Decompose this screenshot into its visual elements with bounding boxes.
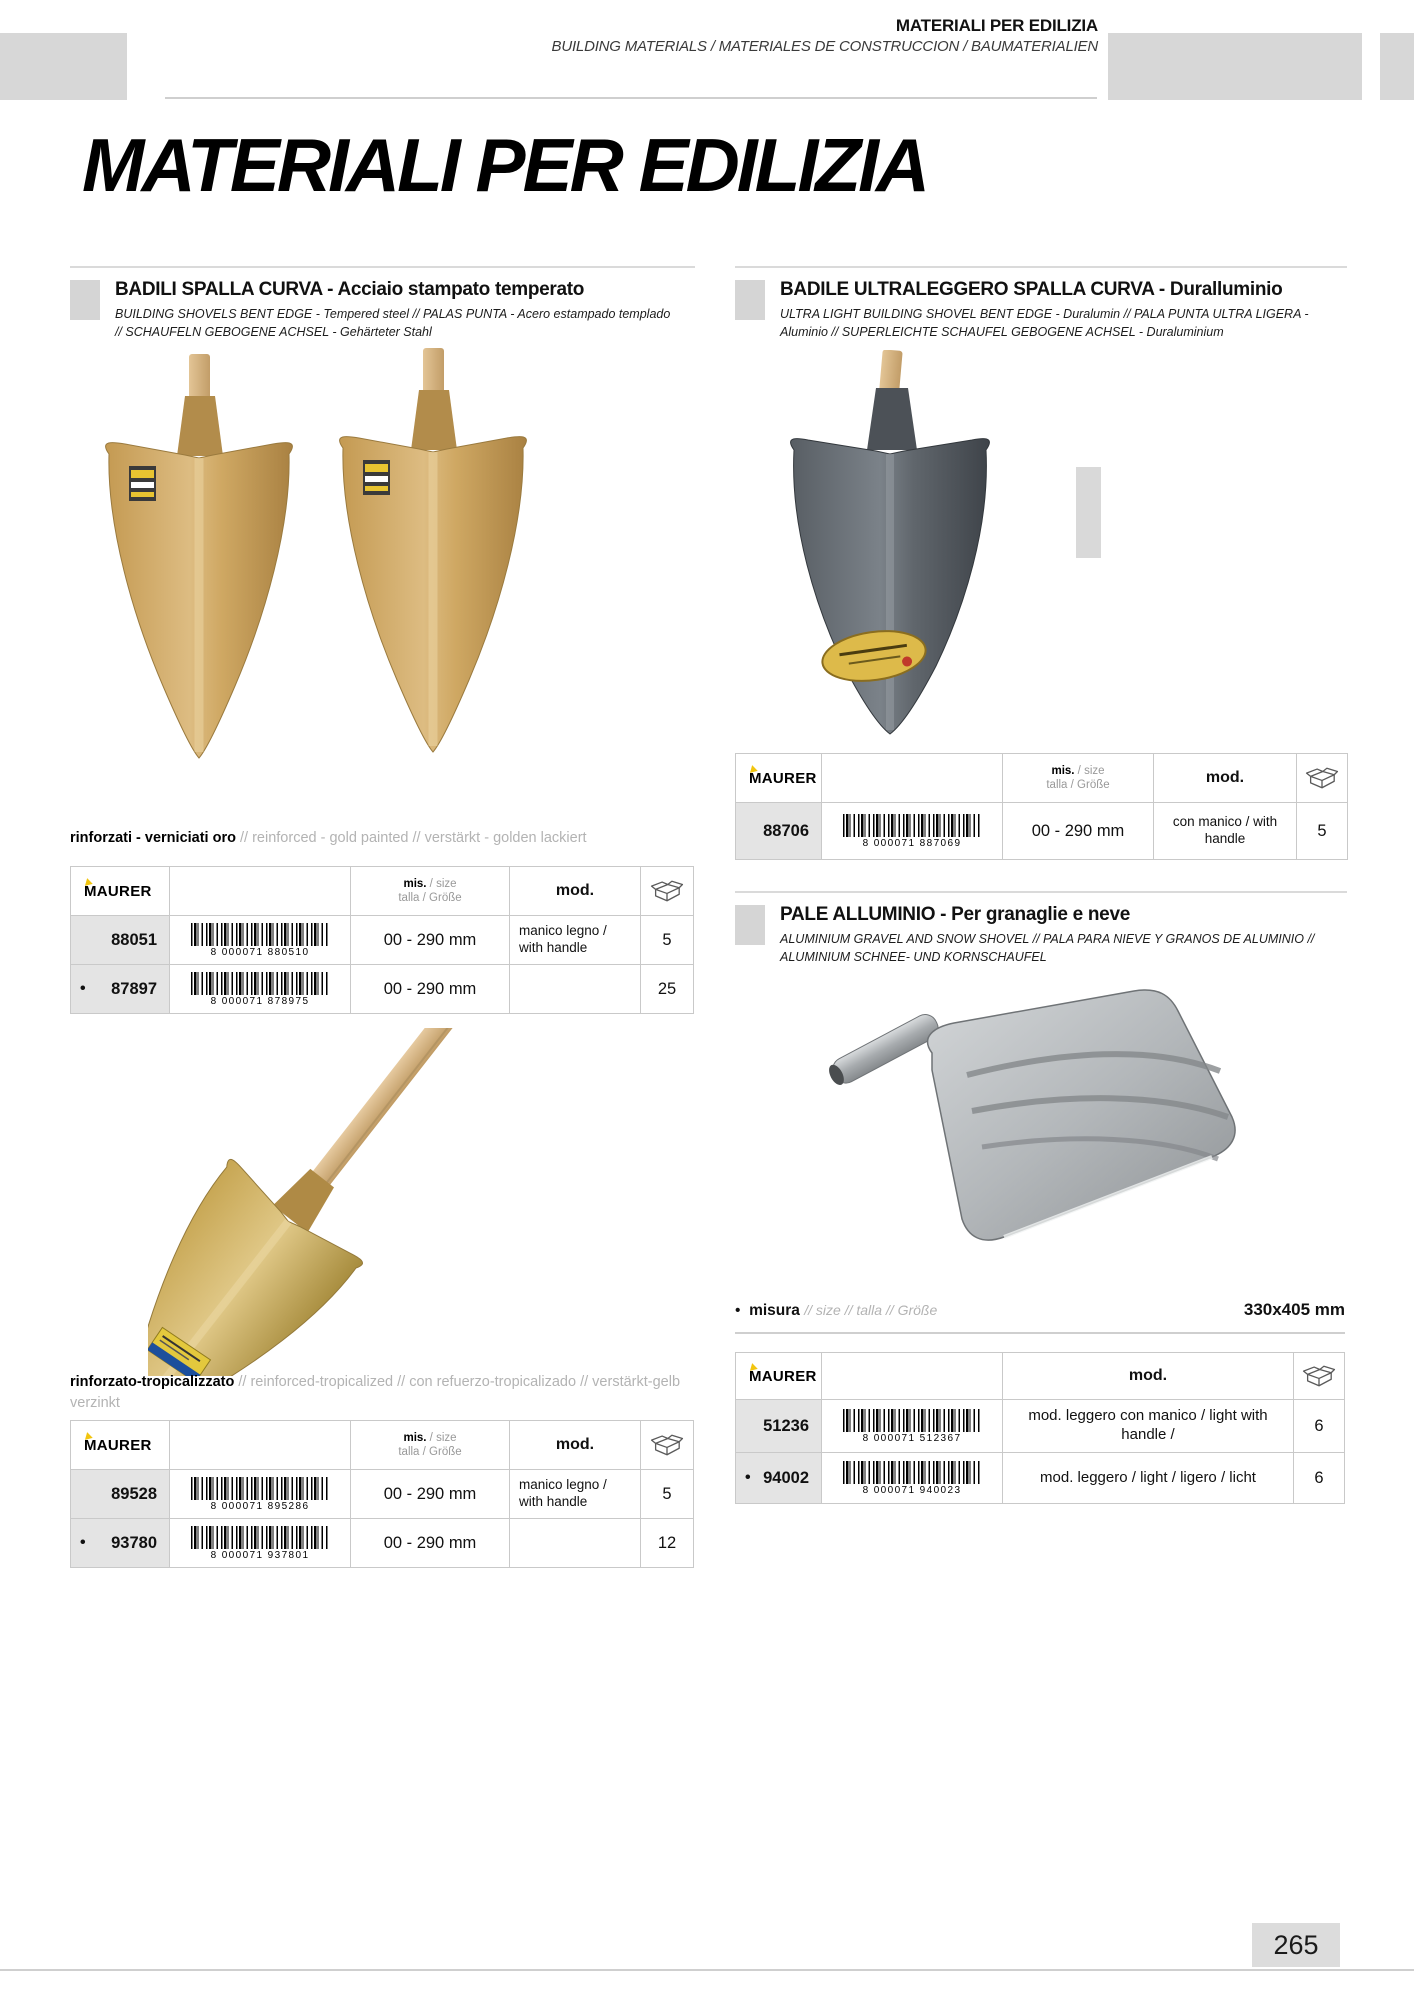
barcode-stripes [191, 923, 329, 946]
barcode-stripes [191, 1526, 329, 1549]
corner-block-right [1108, 33, 1362, 100]
brand-cell [736, 1353, 821, 1399]
section-title: PALE ALLUMINIO - Per granaglie e neve [780, 904, 1130, 925]
corner-block-left [0, 33, 127, 100]
section-heading-badili [70, 266, 695, 341]
product-image-gold-shovels [85, 348, 545, 811]
maurer-triangle-icon [748, 764, 757, 773]
section-subtitle: ALUMINIUM GRAVEL AND SNOW SHOVEL // PALA PARA NIEVE Y GRANOS DE ALUMINIO // ALUMINIUM SCHNEE- UND KORNSCHAUFEL [780, 932, 1315, 964]
size-header: mis. / size talla / Größe [351, 867, 509, 915]
maurer-logo: MAURER [749, 1368, 817, 1385]
page-header-title: MATERIALI PER EDILIZIA [895, 16, 1098, 35]
caption-bold: rinforzati - verniciati oro [70, 830, 236, 846]
mod-header: mod. [1003, 1353, 1293, 1399]
product-image-gold-shovel-handle [148, 1028, 493, 1381]
carton-header-cell [1297, 754, 1347, 802]
product-code: • 93780 [71, 1519, 169, 1567]
side-tab-marker [1076, 467, 1101, 558]
page-header-subtitle: BUILDING MATERIALS / MATERIALES DE CONSTRUCCION / BAUMATERIALIEN [551, 38, 1098, 55]
barcode-header-cell [170, 1421, 350, 1469]
maurer-logo: MAURER [749, 770, 817, 787]
qty-cell: 6 [1294, 1453, 1344, 1503]
barcode-header-cell [822, 754, 1002, 802]
size-cell: 00 - 290 mm [351, 1519, 509, 1567]
caption-bold: rinforzato-tropicalizzato [70, 1374, 235, 1390]
caption-gold-shovels [70, 828, 700, 849]
bottom-rule [0, 1969, 1414, 1971]
product-code: 88051 [71, 916, 169, 964]
product-image-duralumin-shovel [740, 350, 1040, 743]
size-header: mis. / size talla / Größe [1003, 754, 1153, 802]
qty-cell: 6 [1294, 1400, 1344, 1452]
brand-cell [71, 867, 169, 915]
barcode-stripes [191, 1477, 329, 1500]
mod-header: mod. [510, 1421, 640, 1469]
section-marker-square [735, 905, 765, 945]
carton-header-cell [1294, 1353, 1344, 1399]
caption-tropicalized [70, 1372, 702, 1414]
maurer-logo: MAURER [84, 883, 152, 900]
size-cell: 00 - 290 mm [351, 965, 509, 1013]
product-code: • 87897 [71, 965, 169, 1013]
mod-header: mod. [510, 867, 640, 915]
misura-label: • misura // size // talla // Größe [735, 1302, 938, 1319]
product-table-badili-1 [70, 866, 694, 1014]
maurer-triangle-icon [83, 1431, 92, 1440]
corner-square-right [1380, 33, 1414, 100]
qty-cell: 12 [641, 1519, 693, 1567]
carton-box-icon [649, 1432, 685, 1458]
product-code: 89528 [71, 1470, 169, 1518]
page-title: MATERIALI PER EDILIZIA [82, 123, 928, 207]
brand-cell [71, 1421, 169, 1469]
product-table-badili-2 [70, 1420, 694, 1568]
mod-header: mod. [1154, 754, 1296, 802]
barcode-stripes [843, 1409, 981, 1432]
section-subtitle: BUILDING SHOVELS BENT EDGE - Tempered steel // PALAS PUNTA - Acero estampado templado // SCHAUFELN GEBOGENE ACHSEL - Gehärteter Stahl [115, 307, 671, 339]
product-code: • 94002 [736, 1453, 821, 1503]
qty-cell: 5 [1297, 803, 1347, 859]
page-number: 265 [1252, 1923, 1340, 1967]
section-marker-square [70, 280, 100, 320]
carton-header-cell [641, 1421, 693, 1469]
page-header [552, 16, 1098, 55]
barcode-header-cell [170, 867, 350, 915]
mod-cell: manico legno / with handle [510, 916, 640, 964]
qty-cell: 5 [641, 1470, 693, 1518]
product-code: 88706 [736, 803, 821, 859]
caption-grey: // reinforced-tropicalized // con refuerzo-tropicalizado // verstärkt-gelb verzinkt [70, 1374, 681, 1412]
barcode-stripes [843, 814, 981, 837]
brand-cell [736, 754, 821, 802]
barcode: 8 000071 880510 [170, 916, 350, 964]
product-image-aluminium-scoop [782, 975, 1272, 1295]
barcode: 8 000071 937801 [170, 1519, 350, 1567]
caption-grey: // reinforced - gold painted // verstärkt - golden lackiert [240, 830, 587, 846]
barcode: 8 000071 887069 [822, 803, 1002, 859]
mod-cell: con manico / with handle [1154, 803, 1296, 859]
section-subtitle: ULTRA LIGHT BUILDING SHOVEL BENT EDGE - Duralumin // PALA PUNTA ULTRA LIGERA - Aluminio // SUPERLEICHTE SCHAUFEL GEBOGENE ACHSEL - Duraluminium [780, 307, 1309, 339]
qty-cell: 5 [641, 916, 693, 964]
carton-box-icon [1304, 765, 1340, 791]
misura-rule [735, 1332, 1345, 1334]
size-cell: 00 - 290 mm [351, 1470, 509, 1518]
size-cell: 00 - 290 mm [351, 916, 509, 964]
barcode-header-cell [822, 1353, 1002, 1399]
section-heading-pale [735, 891, 1347, 966]
section-marker-square [735, 280, 765, 320]
barcode: 8 000071 512367 [822, 1400, 1002, 1452]
section-heading-badile-ultra [735, 266, 1347, 341]
mod-cell: mod. leggero / light / ligero / licht [1003, 1453, 1293, 1503]
product-table-badile-ultra [735, 753, 1348, 860]
barcode: 8 000071 878975 [170, 965, 350, 1013]
barcode: 8 000071 940023 [822, 1453, 1002, 1503]
misura-row [735, 1300, 1345, 1320]
barcode: 8 000071 895286 [170, 1470, 350, 1518]
mod-cell [510, 1519, 640, 1567]
product-code: 51236 [736, 1400, 821, 1452]
section-title: BADILE ULTRALEGGERO SPALLA CURVA - Duralluminio [780, 279, 1283, 300]
barcode-stripes [843, 1461, 981, 1484]
mod-cell: manico legno / with handle [510, 1470, 640, 1518]
qty-cell: 25 [641, 965, 693, 1013]
carton-header-cell [641, 867, 693, 915]
maurer-logo: MAURER [84, 1437, 152, 1454]
product-table-pale [735, 1352, 1345, 1504]
section-title: BADILI SPALLA CURVA - Acciaio stampato temperato [115, 279, 585, 300]
maurer-triangle-icon [748, 1362, 757, 1371]
barcode-stripes [191, 972, 329, 995]
mod-cell [510, 965, 640, 1013]
carton-box-icon [649, 878, 685, 904]
header-rule [165, 97, 1097, 99]
size-header: mis. / size talla / Größe [351, 1421, 509, 1469]
size-cell: 00 - 290 mm [1003, 803, 1153, 859]
misura-value: 330x405 mm [1243, 1300, 1345, 1319]
maurer-triangle-icon [83, 877, 92, 886]
carton-box-icon [1301, 1363, 1337, 1389]
mod-cell: mod. leggero con manico / light with handle / [1003, 1400, 1293, 1452]
